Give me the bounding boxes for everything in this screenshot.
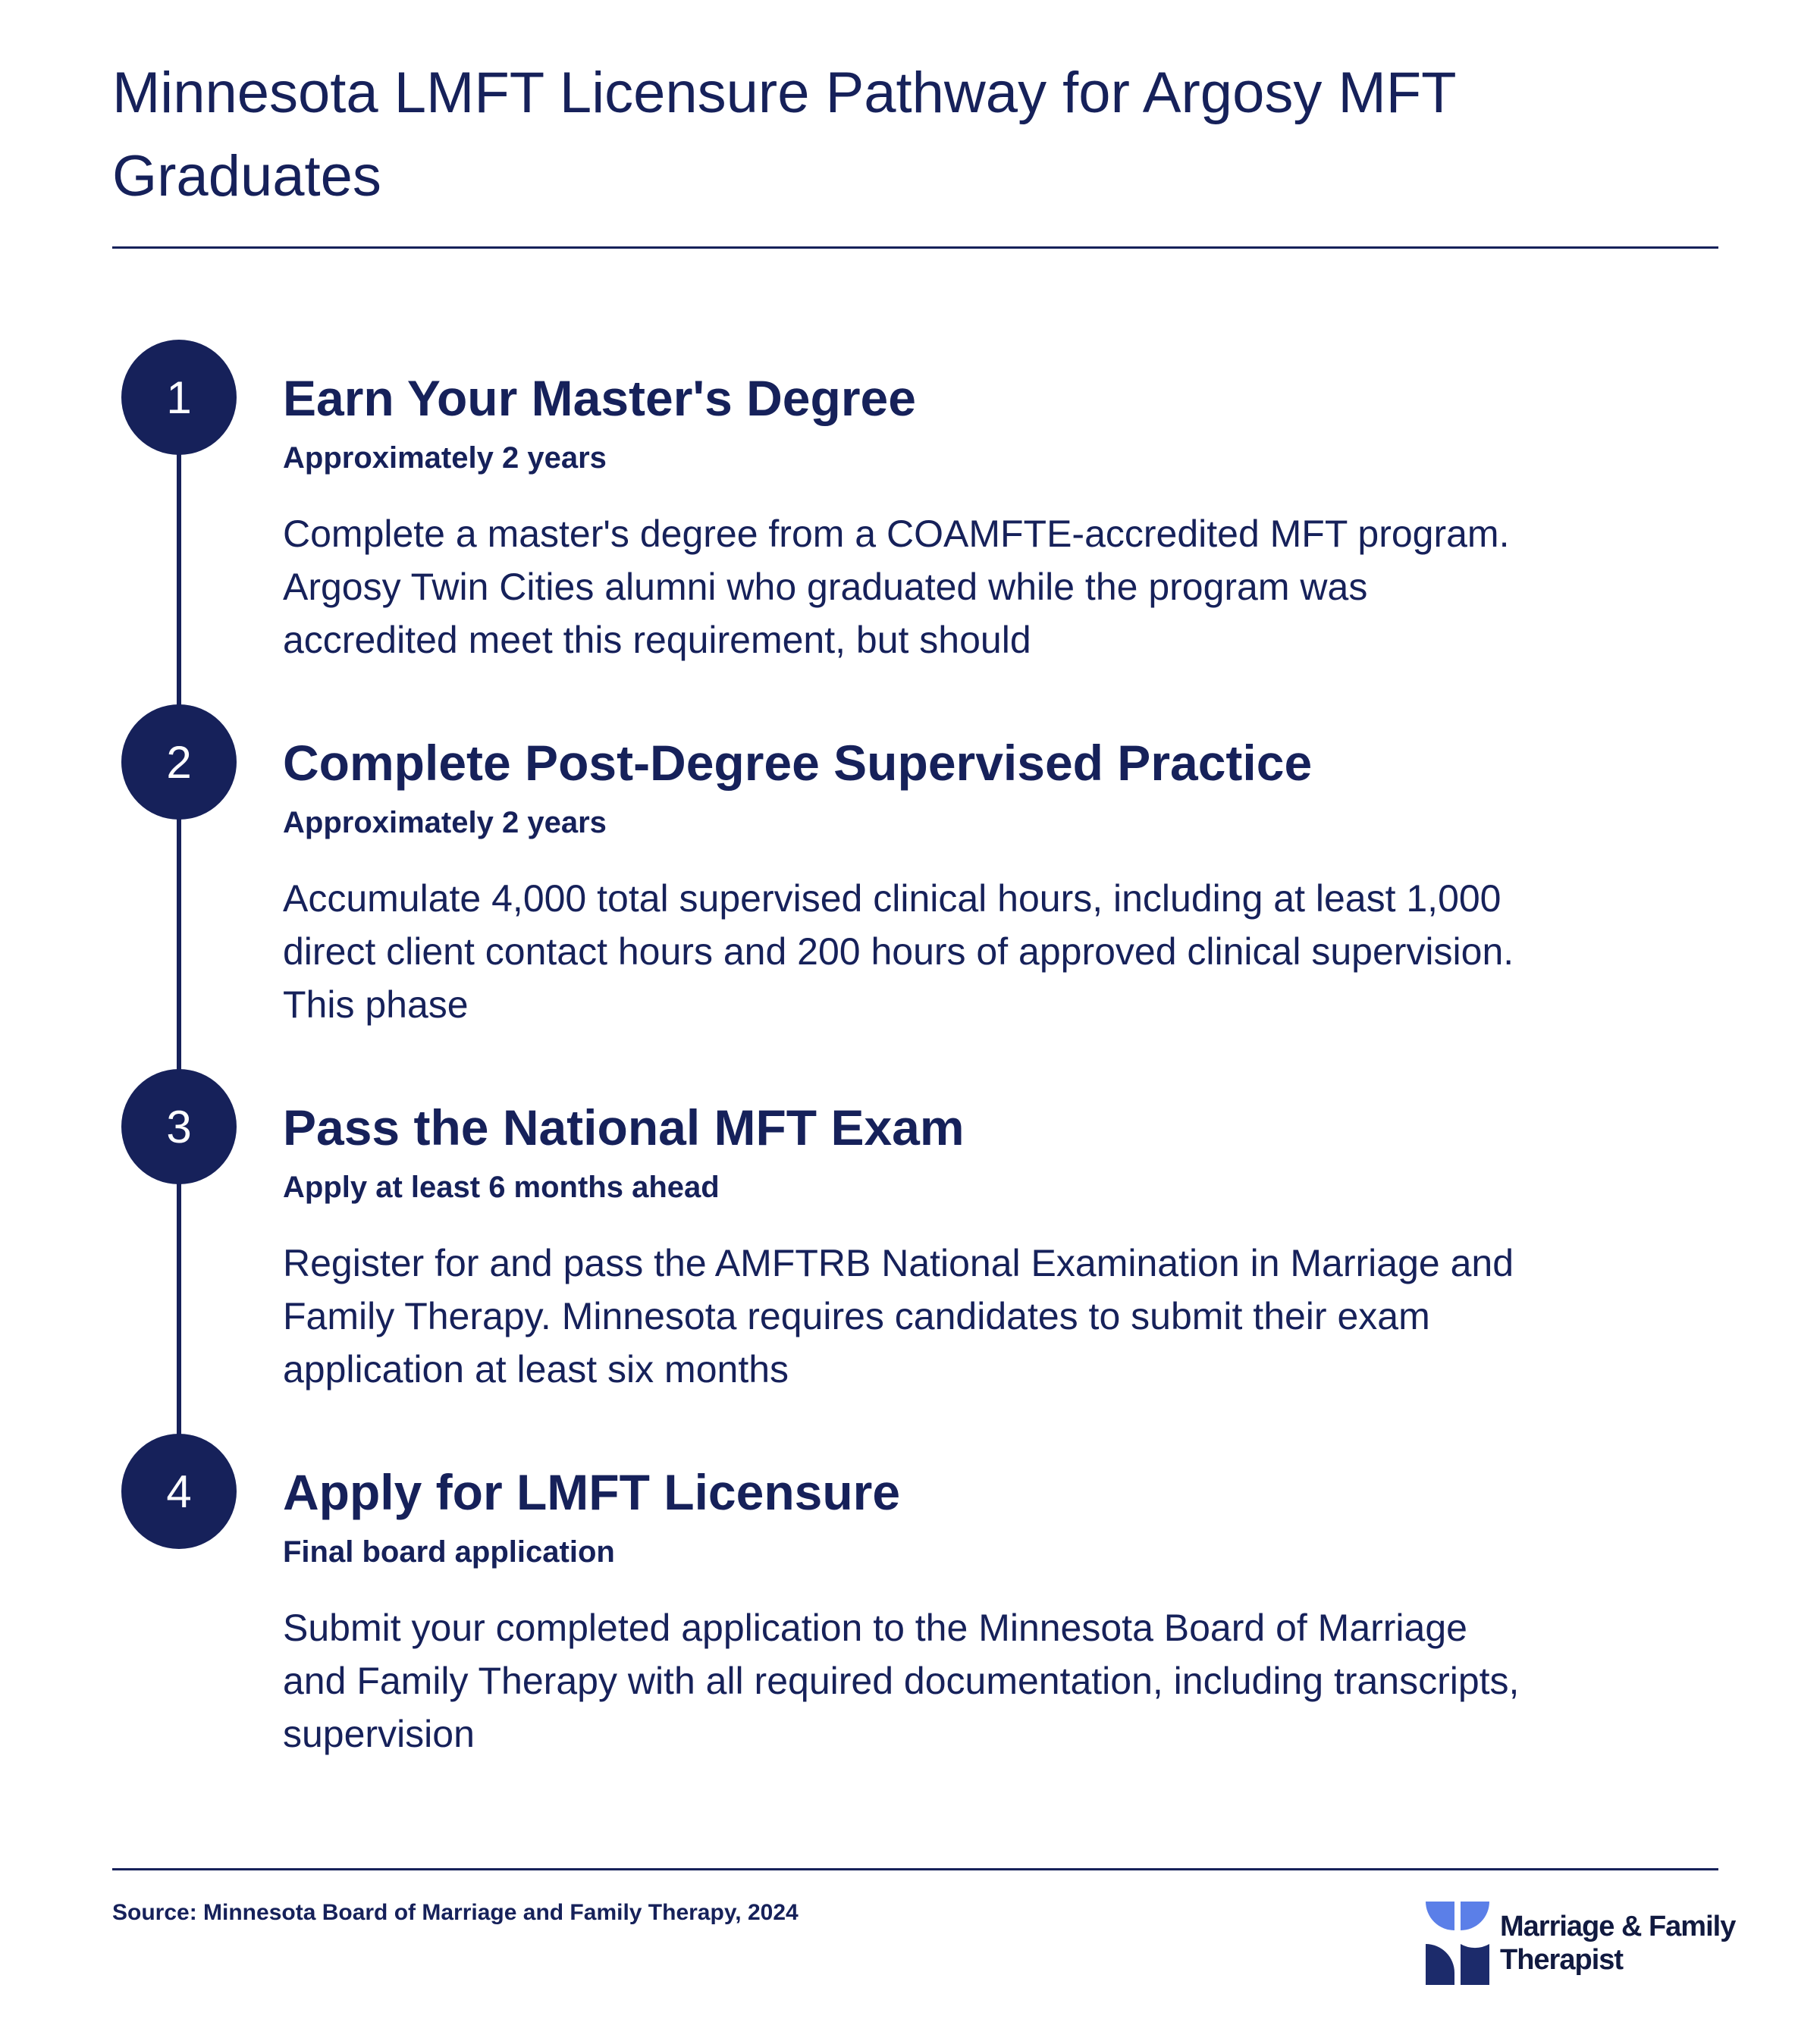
timeline-connector	[177, 398, 181, 1490]
step-4-duration: Final board application	[283, 1535, 615, 1569]
step-3-duration: Apply at least 6 months ahead	[283, 1171, 720, 1204]
logo-line-1: Marriage & Family	[1500, 1911, 1736, 1942]
step-2-title: Complete Post-Degree Supervised Practice	[283, 735, 1313, 791]
logo-mark-icon	[1426, 1902, 1489, 1985]
step-1-duration: Approximately 2 years	[283, 441, 607, 475]
logo-line-2: Therapist	[1500, 1944, 1624, 1976]
step-2-number-badge: 2	[121, 704, 237, 820]
top-divider	[112, 246, 1718, 249]
page-title: Minnesota LMFT Licensure Pathway for Argosy MFT Graduates	[112, 61, 1456, 209]
step-3-number-badge: 3	[121, 1069, 237, 1184]
step-3-description: Register for and pass the AMFTRB National Examination in Marriage and Family Therapy. Minnesota requires candidates to submit their exam application at least six months	[283, 1242, 1514, 1391]
step-3-title: Pass the National MFT Exam	[283, 1099, 965, 1155]
step-4-number-badge: 4	[121, 1434, 237, 1549]
step-4	[283, 1462, 1572, 1761]
step-2-duration: Approximately 2 years	[283, 806, 607, 839]
logo-wordmark	[1500, 1910, 1735, 1977]
step-1-description: Complete a master's degree from a COAMFTE-accredited MFT program. Argosy Twin Cities alumni who graduated while the program was accredited meet this requirement, but should	[283, 513, 1510, 661]
step-1	[283, 368, 1572, 666]
step-3	[283, 1097, 1572, 1396]
step-2	[283, 732, 1572, 1031]
source-citation: Source: Minnesota Board of Marriage and Family Therapy, 2024	[112, 1900, 799, 1925]
step-4-title: Apply for LMFT Licensure	[283, 1464, 901, 1520]
step-1-title: Earn Your Master's Degree	[283, 370, 916, 426]
step-1-number-badge: 1	[121, 340, 237, 455]
step-2-description: Accumulate 4,000 total supervised clinical hours, including at least 1,000 direct client contact hours and 200 hours of approved clinical supervision. This phase	[283, 877, 1514, 1026]
brand-logo	[1426, 1902, 1735, 1985]
bottom-divider	[112, 1868, 1718, 1870]
step-4-description: Submit your completed application to the Minnesota Board of Marriage and Family Therapy with all required documentation, including transcripts, supervision	[283, 1607, 1520, 1755]
